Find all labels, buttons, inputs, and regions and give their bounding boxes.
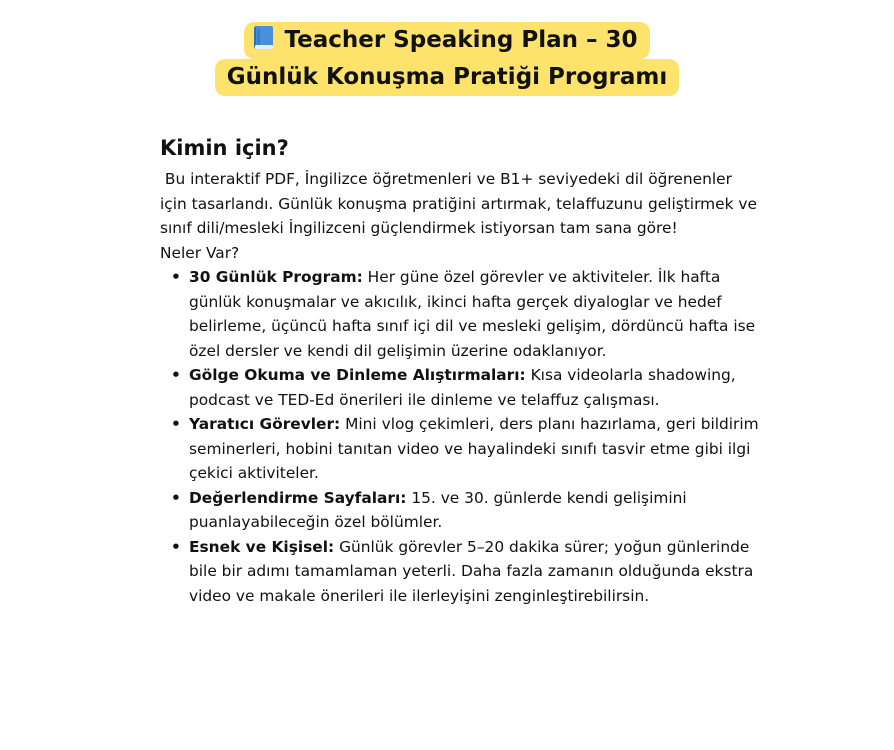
bullet-icon: • [171, 268, 181, 286]
list-item [171, 535, 760, 609]
list-item [171, 412, 760, 486]
title-text-line-2: Günlük Konuşma Pratiği Programı [226, 64, 668, 90]
list-item [171, 265, 760, 363]
list-item [171, 486, 760, 535]
item-term: 30 Günlük Program: [189, 268, 363, 286]
feature-list [160, 265, 760, 608]
title-text-line-1: Teacher Speaking Plan – 30 [284, 27, 638, 53]
item-term: Yaratıcı Görevler: [189, 415, 341, 433]
bullet-icon: • [171, 537, 181, 556]
list-item [171, 363, 760, 412]
item-text: Mini vlog çekimleri, ders planı hazırlama, geri bildirim seminerleri, hobini tanıtan video ve hayalindeki sınıfı tasvir etme gibi ilgi çekici aktiviteler. [189, 415, 759, 482]
title-banner [0, 22, 894, 96]
item-text: Kısa videolarla shadowing, podcast ve TED-Ed önerileri ile dinleme ve telaffuz çalışması. [189, 366, 736, 409]
bullet-icon: • [171, 488, 181, 507]
item-term: Esnek ve Kişisel: [189, 537, 335, 556]
bullet-icon: • [171, 415, 181, 433]
blue-book-icon [252, 25, 276, 51]
item-term: Değerlendirme Sayfaları: [189, 488, 407, 507]
content-section [160, 133, 760, 608]
item-term: Gölge Okuma ve Dinleme Alıştırmaları: [189, 366, 526, 384]
item-text: 15. ve 30. günlerde kendi gelişimini puanlayabileceğin özel bölümler. [189, 488, 687, 531]
title-line-1 [244, 22, 649, 59]
list-label: Neler Var? [160, 243, 240, 262]
bullet-icon: • [171, 366, 181, 384]
title-line-2 [215, 59, 679, 96]
item-text: Günlük görevler 5–20 dakika sürer; yoğun günlerinde bile bir adımı tamamlaman yeterli. Daha fazla zamanın olduğunda ekstra video ve makale önerileri ile ilerleyişini zenginleştirebilirsin. [189, 537, 754, 605]
item-text: Her güne özel görevler ve aktiviteler. İlk hafta günlük konuşmalar ve akıcılık, ikinci hafta gerçek diyaloglar ve hedef belirleme, üçüncü hafta sınıf içi dil ve mesleki gelişim, dördüncü hafta ise özel dersler ve kendi dil gelişimin üzerine odaklanıyor. [189, 268, 756, 360]
section-heading: Kimin için? [160, 136, 289, 160]
intro-paragraph: Bu interaktif PDF, İngilizce öğretmenleri ve B1+ seviyedeki dil öğrenenler için tasarlandı. Günlük konuşma pratiğini artırmak, telaffuzunu geliştirmek ve sınıf dili/mesleki İngilizceni güçlendirmek istiyorsan tam sana göre! [160, 170, 762, 237]
